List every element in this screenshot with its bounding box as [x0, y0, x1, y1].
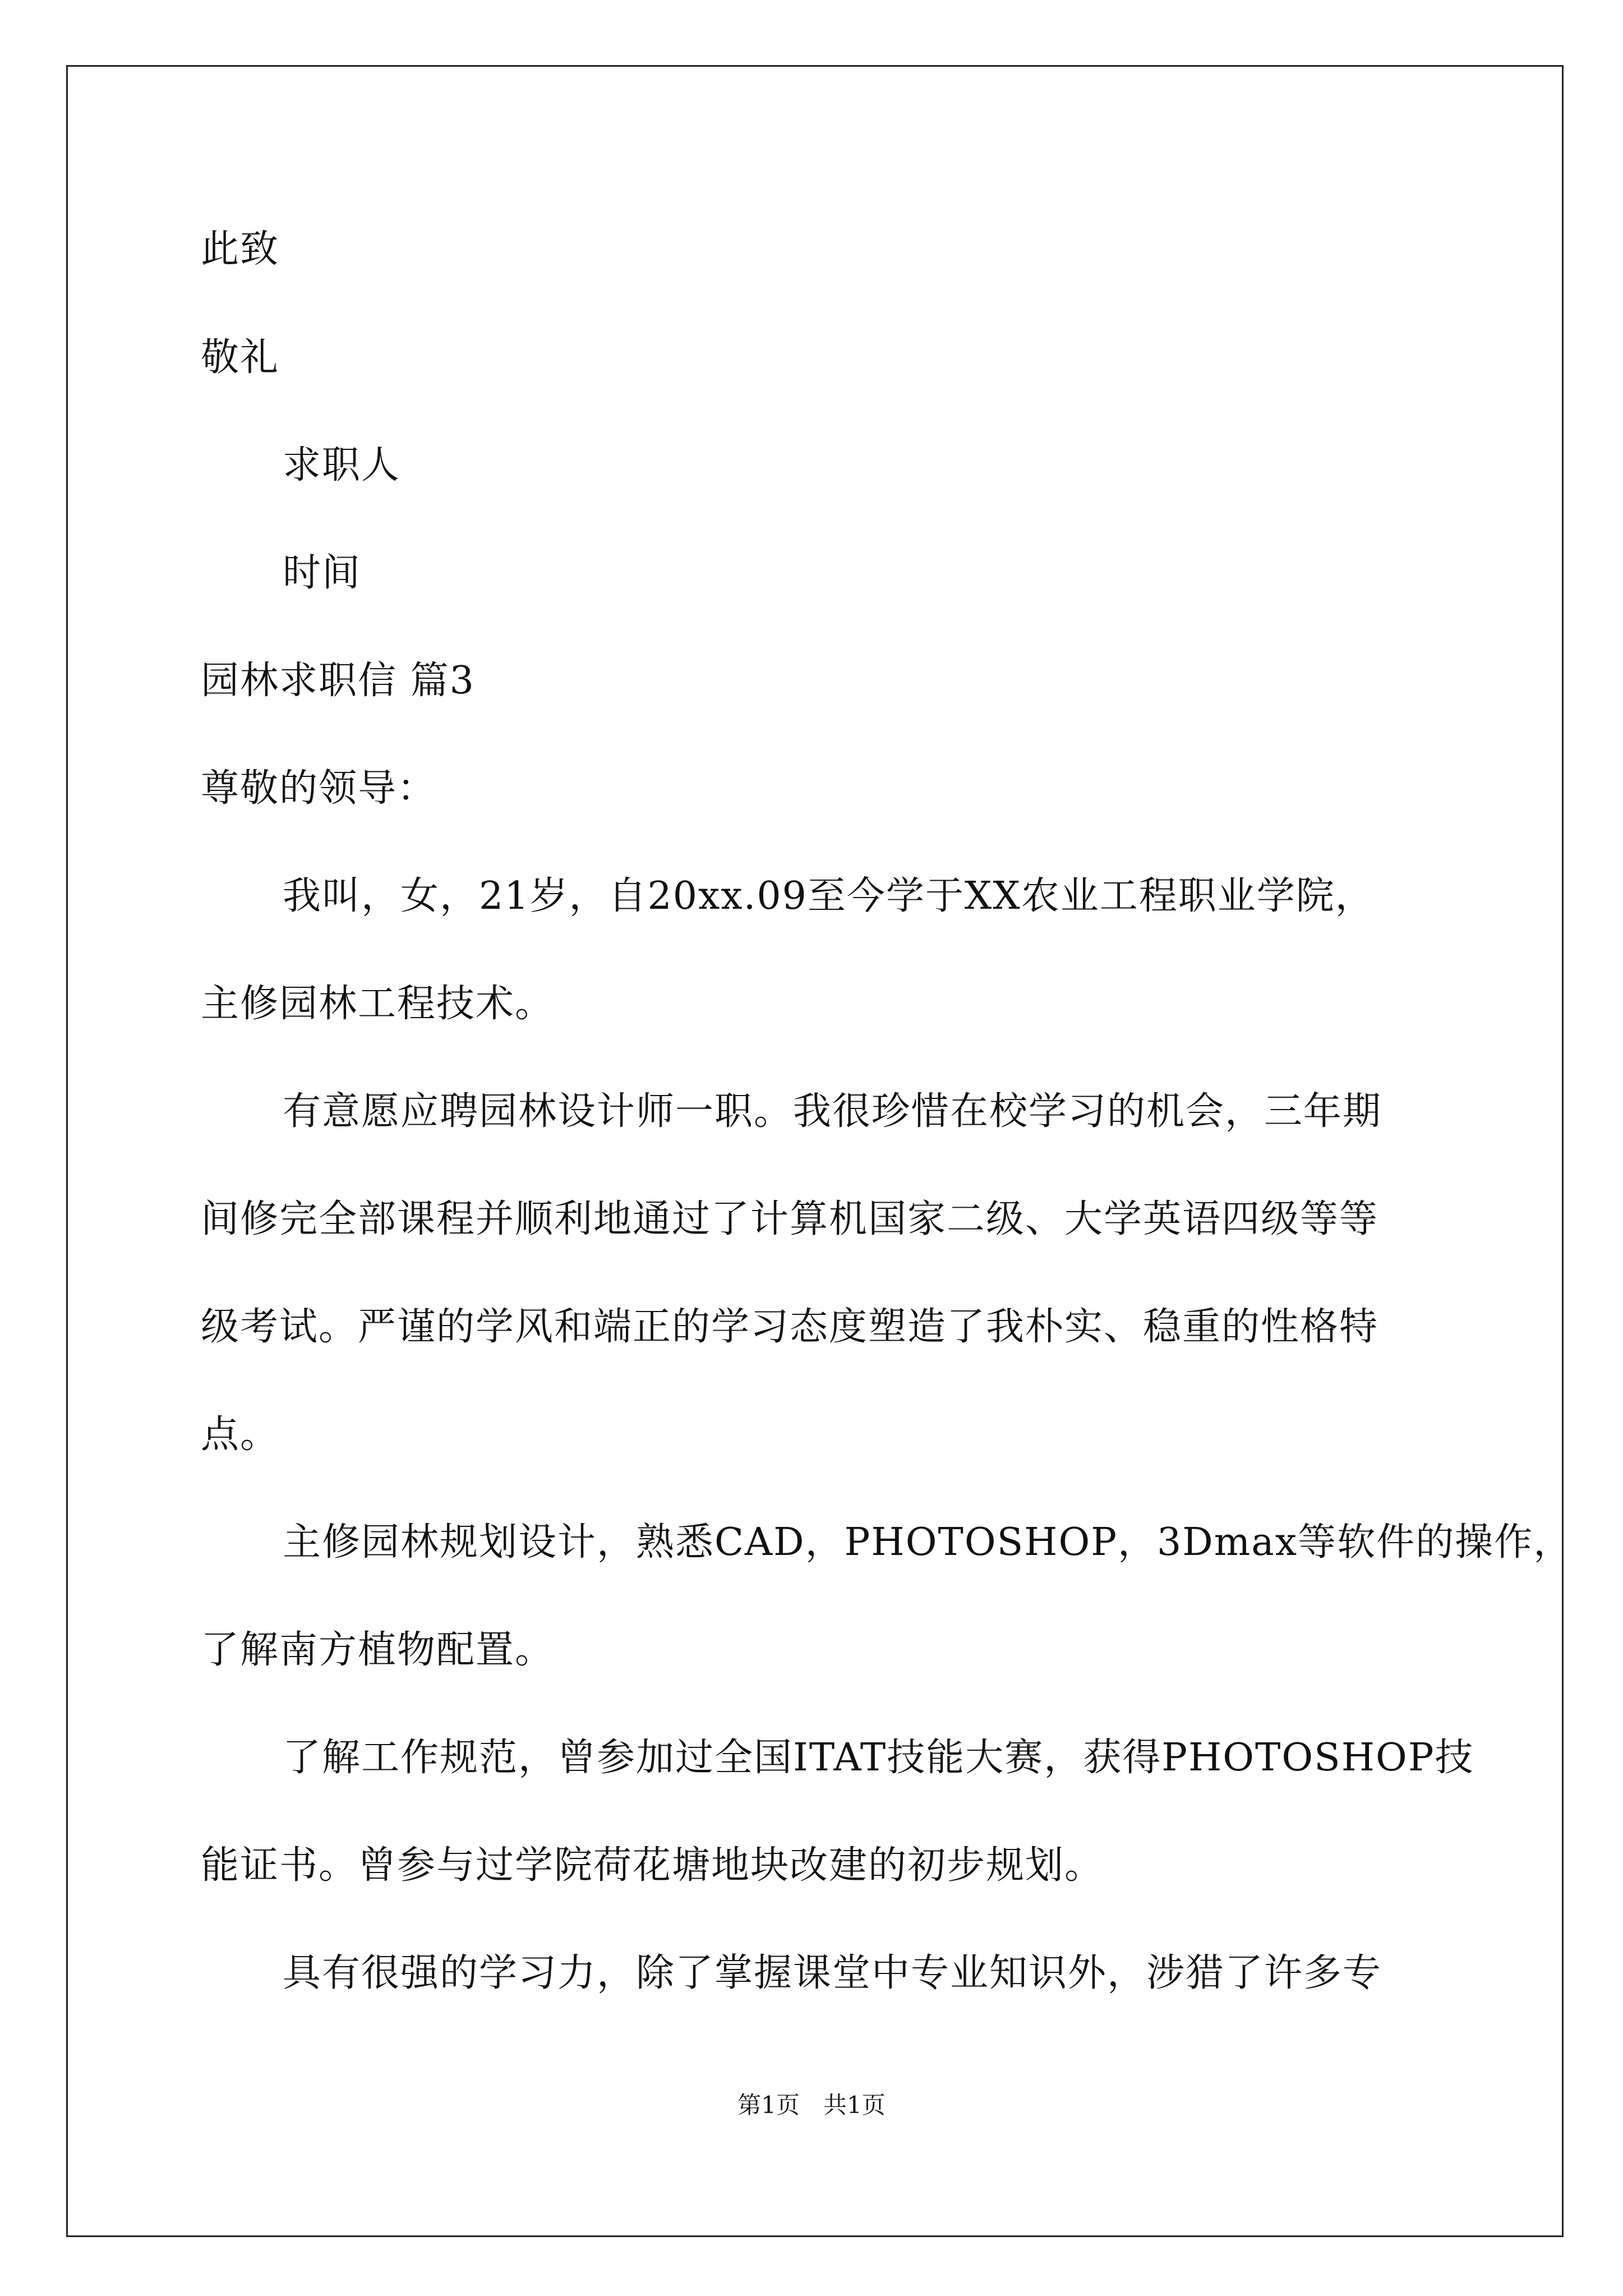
salutation-line: 敬礼 [201, 335, 280, 380]
paragraph-line: 主修园林规划设计，熟悉CAD，PHOTOSHOP，3Dmax等软件的操作， [283, 1520, 1573, 1565]
section-title: 园林求职信 篇3 [201, 659, 475, 703]
page-frame [66, 65, 1564, 2237]
paragraph-line: 具有很强的学习力，除了掌握课堂中专业知识外，涉猎了许多专 [283, 1951, 1382, 1995]
paragraph-line: 级考试。严谨的学风和端正的学习态度塑造了我朴实、稳重的性格特 [201, 1305, 1379, 1349]
page-footer: 第1页 共1页 [737, 2091, 886, 2119]
paragraph-line: 我叫，女，21岁，自20xx.09至今学于XX农业工程职业学院， [283, 874, 1375, 918]
paragraph-line: 主修园林工程技术。 [201, 982, 555, 1026]
greeting-line: 尊敬的领导： [201, 766, 437, 811]
signature-date: 时间 [283, 551, 362, 595]
paragraph-line: 了解工作规范，曾参加过全国ITAT技能大赛，获得PHOTOSHOP技 [283, 1736, 1474, 1780]
closing-line: 此致 [201, 227, 280, 272]
paragraph-line: 能证书。曾参与过学院荷花塘地块改建的初步规划。 [201, 1843, 1104, 1888]
signature-applicant: 求职人 [283, 443, 401, 487]
paragraph-line: 点。 [201, 1412, 280, 1457]
paragraph-line: 间修完全部课程并顺利地通过了计算机国家二级、大学英语四级等等 [201, 1197, 1379, 1241]
paragraph-line: 了解南方植物配置。 [201, 1628, 555, 1672]
paragraph-line: 有意愿应聘园林设计师一职。我很珍惜在校学习的机会，三年期 [283, 1089, 1382, 1134]
